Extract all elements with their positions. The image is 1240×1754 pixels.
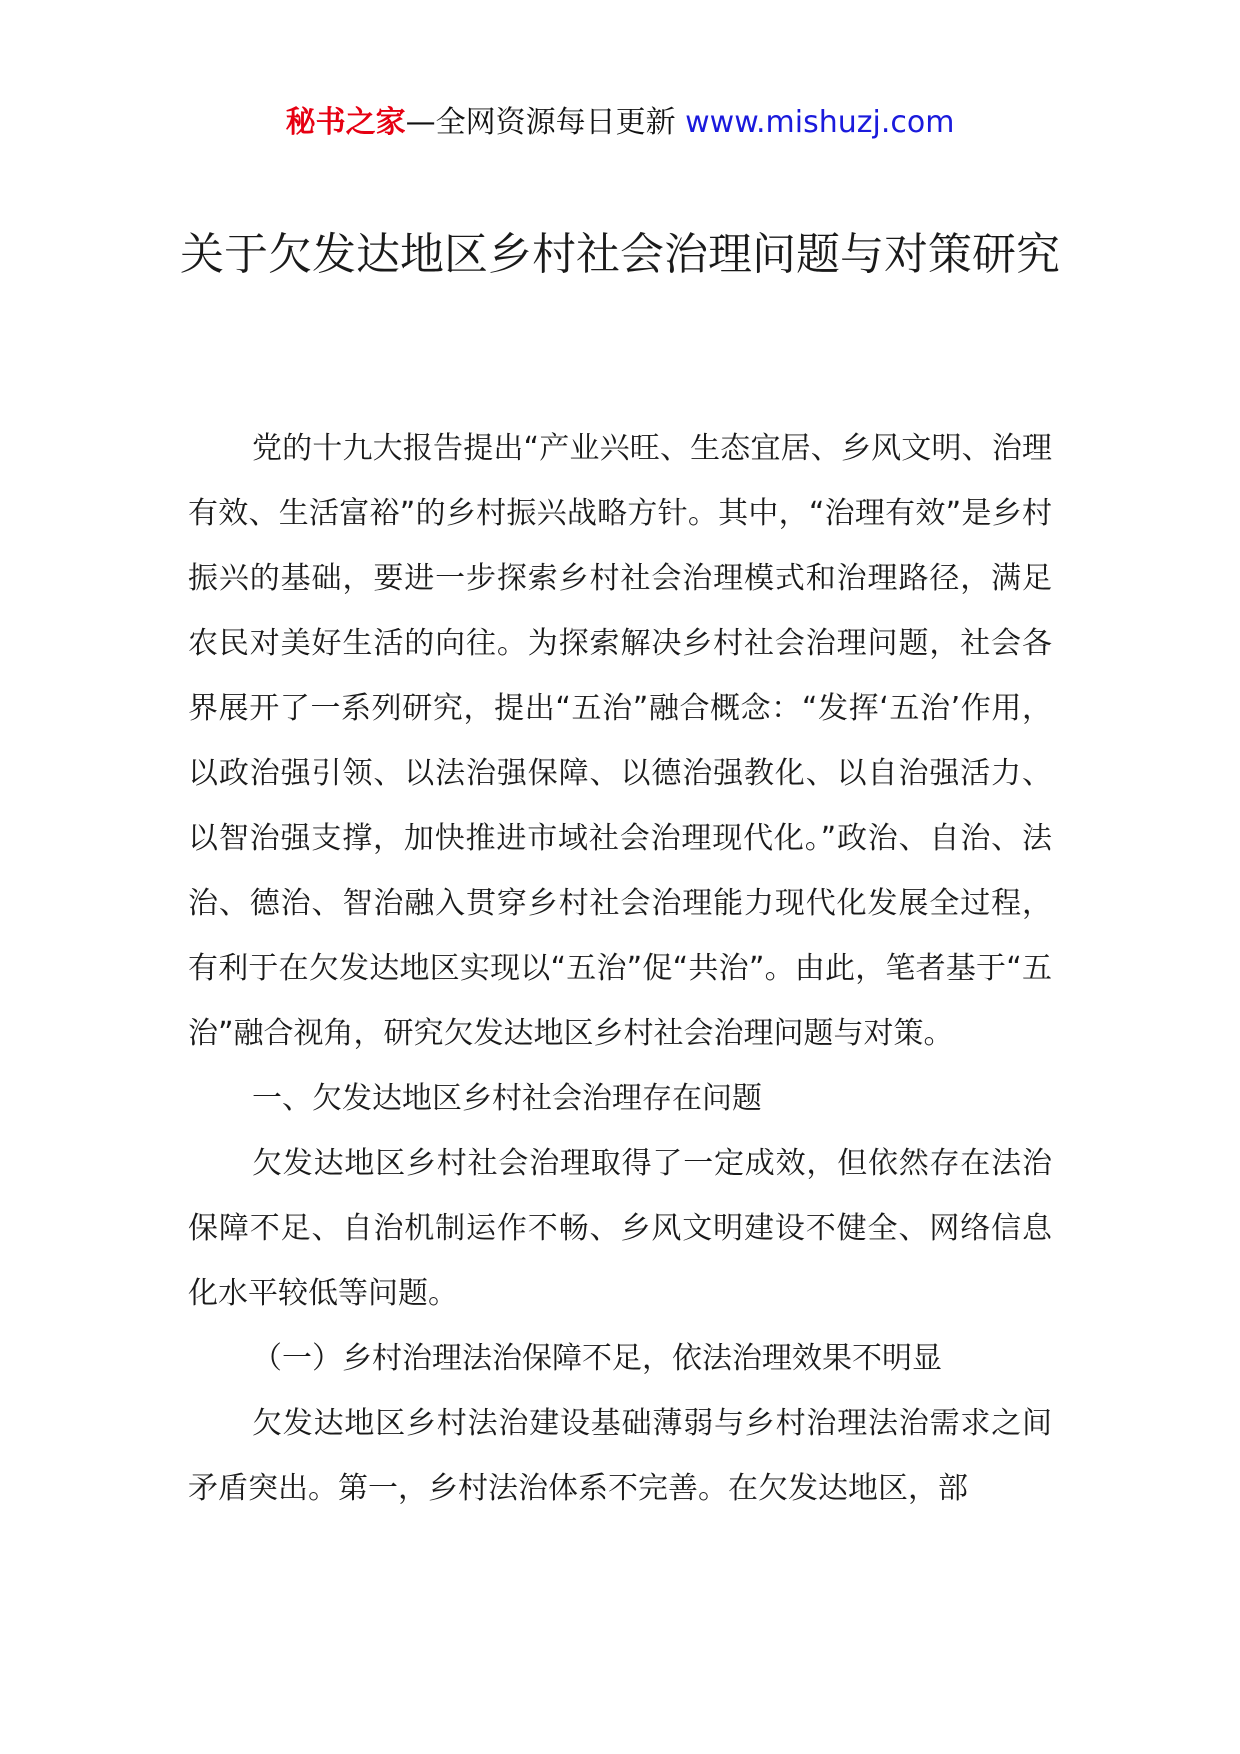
- brand-name: 秘书之家: [285, 105, 406, 140]
- site-url-link[interactable]: www.mishuzj.com: [685, 105, 955, 140]
- document-body: [188, 416, 1052, 1521]
- body-paragraph: 欠发达地区乡村法治建设基础薄弱与乡村治理法治需求之间矛盾突出。第一，乡村法治体系不完善。在欠发达地区，部: [188, 1406, 1052, 1506]
- site-slogan: —全网资源每日更新: [405, 105, 676, 140]
- document-title: 关于欠发达地区乡村社会治理问题与对策研究: [180, 229, 1060, 280]
- intro-paragraph: 党的十九大报告提出“产业兴旺、生态宜居、乡风文明、治理有效、生活富裕”的乡村振兴战略方针。其中，“治理有效”是乡村振兴的基础，要进一步探索乡村社会治理模式和治理路径，满足农民对美好生活的向往。为探索解决乡村社会治理问题，社会各界展开了一系列研究，提出“五治”融合概念：“发挥‘五治’作用，以政治强引领、以法治强保障、以德治强教化、以自治强活力、以智治强支撑，加快推进市域社会治理现代化。”政治、自治、法治、德治、智治融入贯穿乡村社会治理能力现代化发展全过程，有利于在欠发达地区实现以“五治”促“共治”。由此，笔者基于“五治”融合视角，研究欠发达地区乡村社会治理问题与对策。: [188, 431, 1052, 1051]
- section-heading-1: 一、欠发达地区乡村社会治理存在问题: [252, 1081, 762, 1116]
- site-header-banner: [0, 100, 1240, 146]
- subsection-heading-1: （一）乡村治理法治保障不足，依法治理效果不明显: [252, 1341, 942, 1376]
- body-paragraph: 欠发达地区乡村社会治理取得了一定成效，但依然存在法治保障不足、自治机制运作不畅、乡风文明建设不健全、网络信息化水平较低等问题。: [188, 1146, 1052, 1311]
